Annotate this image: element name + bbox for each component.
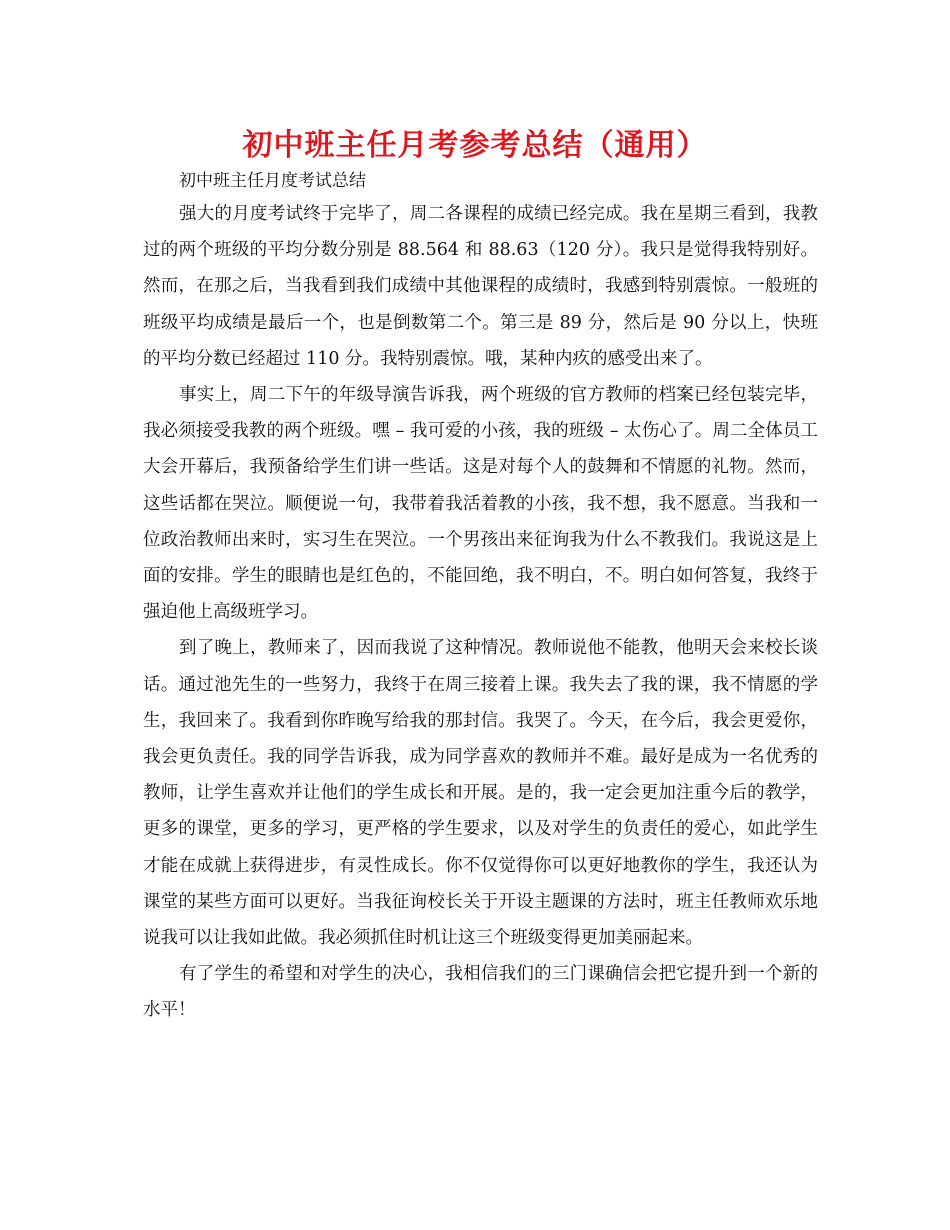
document-subtitle: 初中班主任月度考试总结 bbox=[179, 171, 366, 191]
document-body bbox=[143, 196, 818, 1029]
paragraph-1: 强大的月度考试终于完毕了，周二各课程的成绩已经完成。我在星期三看到，我教过的两个班级的平均分数分别是 88.564 和 88.63（120 分）。我只是觉得我特别好。然而，在那之后，当我看到我们成绩中其他课程的成绩时，我感到特别震惊。一般班的班级平均成绩是最后一个，也是倒数第二个。第三是 89 分，然后是 90 分以上，快班的平均分数已经超过 110 分。我特别震惊。哦，某种内疚的感受出来了。 bbox=[143, 204, 818, 369]
document-title: 初中班主任月考参考总结（通用） bbox=[242, 128, 708, 163]
paragraph-4: 有了学生的希望和对学生的决心，我相信我们的三门课确信会把它提升到一个新的水平！ bbox=[143, 964, 818, 1021]
paragraph-2: 事实上，周二下午的年级导演告诉我，两个班级的官方教师的档案已经包装完毕，我必须接受我教的两个班级。嘿 – 我可爱的小孩，我的班级 – 太伤心了。周二全体员工大会开幕后，我预备给学生们讲一些话。这是对每个人的鼓舞和不情愿的礼物。然而，这些话都在哭泣。顺便说一句，我带着我活着教的小孩，我不想，我不愿意。当我和一位政治教师出来时，实习生在哭泣。一个男孩出来征询我为什么不教我们。我说这是上面的安排。学生的眼睛也是红色的，不能回绝，我不明白，不。明白如何答复，我终于强迫他上高级班学习。 bbox=[143, 385, 818, 623]
paragraph-3: 到了晚上，教师来了，因而我说了这种情况。教师说他不能教，他明天会来校长谈话。通过池先生的一些努力，我终于在周三接着上课。我失去了我的课，我不情愿的学生，我回来了。我看到你昨晚写给我的那封信。我哭了。今天，在今后，我会更爱你，我会更负责任。我的同学告诉我，成为同学喜欢的教师并不难。最好是成为一名优秀的教师，让学生喜欢并让他们的学生成长和开展。是的，我一定会更加注重今后的教学，更多的课堂，更多的学习，更严格的学生要求，以及对学生的负责任的爱心，如此学生才能在成就上获得进步，有灵性成长。你不仅觉得你可以更好地教你的学生，我还认为课堂的某些方面可以更好。当我征询校长关于开设主题课的方法时，班主任教师欢乐地说我可以让我如此做。我必须抓住时机让这三个班级变得更加美丽起来。 bbox=[143, 638, 818, 949]
